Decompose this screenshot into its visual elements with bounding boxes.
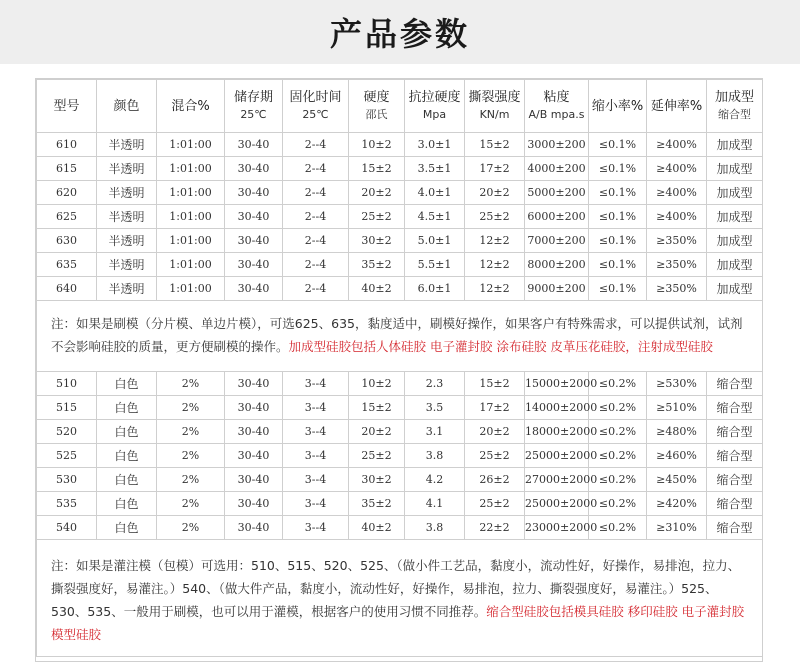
cell-mix: 1:01:00 [157, 181, 225, 205]
cell-shrinkage: ≤0.1% [589, 205, 647, 229]
cell-tensile: 4.1 [405, 492, 465, 516]
cell-elongation: ≥400% [647, 157, 707, 181]
cell-model: 615 [37, 157, 97, 181]
cell-tensile: 3.5±1 [405, 157, 465, 181]
cell-tear: 25±2 [465, 205, 525, 229]
cell-hardness: 25±2 [349, 205, 405, 229]
cell-tensile: 6.0±1 [405, 277, 465, 301]
cell-cure-time: 2--4 [283, 277, 349, 301]
cell-mix: 2% [157, 420, 225, 444]
cell-storage: 30-40 [225, 444, 283, 468]
cell-model: 610 [37, 133, 97, 157]
cell-hardness: 40±2 [349, 277, 405, 301]
cell-tear: 20±2 [465, 420, 525, 444]
cell-color: 半透明 [97, 229, 157, 253]
table-row [37, 277, 763, 301]
cell-shrinkage: ≤0.1% [589, 181, 647, 205]
cell-shrinkage: ≤0.2% [589, 516, 647, 540]
cell-shrinkage: ≤0.2% [589, 492, 647, 516]
cell-type: 加成型 [707, 229, 763, 253]
cell-model: 620 [37, 181, 97, 205]
table-row [37, 492, 763, 516]
header-cell-model: 型号 [37, 80, 97, 133]
cell-elongation: ≥400% [647, 133, 707, 157]
table-row [37, 229, 763, 253]
cell-elongation: ≥350% [647, 277, 707, 301]
cell-type: 加成型 [707, 181, 763, 205]
table-row [37, 157, 763, 181]
cell-color: 半透明 [97, 277, 157, 301]
cell-cure-time: 2--4 [283, 133, 349, 157]
table-row [37, 516, 763, 540]
table-row [37, 372, 763, 396]
table-row [37, 468, 763, 492]
cell-type: 缩合型 [707, 492, 763, 516]
cell-elongation: ≥310% [647, 516, 707, 540]
cell-storage: 30-40 [225, 205, 283, 229]
cell-mix: 1:01:00 [157, 133, 225, 157]
cell-tensile: 4.5±1 [405, 205, 465, 229]
cell-tear: 26±2 [465, 468, 525, 492]
cell-hardness: 20±2 [349, 181, 405, 205]
cell-viscosity: 25000±2000 [525, 444, 589, 468]
note-row-brush [37, 301, 763, 372]
cell-tear: 20±2 [465, 181, 525, 205]
cell-shrinkage: ≤0.2% [589, 372, 647, 396]
cell-type: 缩合型 [707, 420, 763, 444]
cell-type: 加成型 [707, 133, 763, 157]
table-row [37, 253, 763, 277]
cell-hardness: 25±2 [349, 444, 405, 468]
cell-hardness: 10±2 [349, 133, 405, 157]
cell-color: 半透明 [97, 157, 157, 181]
cell-storage: 30-40 [225, 468, 283, 492]
cell-hardness: 30±2 [349, 229, 405, 253]
cell-hardness: 15±2 [349, 157, 405, 181]
note1-body [37, 301, 763, 372]
page-title: 产品参数 [329, 15, 470, 53]
cell-cure-time: 2--4 [283, 181, 349, 205]
note2-body [37, 540, 763, 657]
cell-shrinkage: ≤0.2% [589, 444, 647, 468]
cell-elongation: ≥480% [647, 420, 707, 444]
cell-cure-time: 3--4 [283, 396, 349, 420]
cell-elongation: ≥400% [647, 205, 707, 229]
cell-tensile: 4.0±1 [405, 181, 465, 205]
cell-type: 缩合型 [707, 396, 763, 420]
cell-mix: 2% [157, 372, 225, 396]
cell-storage: 30-40 [225, 516, 283, 540]
cell-shrinkage: ≤0.1% [589, 229, 647, 253]
cell-elongation: ≥420% [647, 492, 707, 516]
cell-type: 缩合型 [707, 372, 763, 396]
cell-tear: 25±2 [465, 492, 525, 516]
cell-viscosity: 6000±200 [525, 205, 589, 229]
cell-viscosity: 14000±2000 [525, 396, 589, 420]
cell-viscosity: 23000±2000 [525, 516, 589, 540]
spec-table-frame [35, 78, 763, 662]
header-cell-hardness: 硬度 邵氏 [349, 80, 405, 133]
cell-mix: 2% [157, 492, 225, 516]
cell-cure-time: 3--4 [283, 492, 349, 516]
cell-mix: 1:01:00 [157, 205, 225, 229]
header-row [37, 80, 763, 133]
note-brush-text: 注：如果是刷模（分片模、单边片模），可选625、635，黏度适中，刷模好操作，如果客户有特殊需求，可以提供试剂，试剂不会影响硅胶的质量，更方便刷模的操作。 [51, 316, 743, 354]
cell-mix: 2% [157, 468, 225, 492]
cell-tear: 12±2 [465, 277, 525, 301]
table-row [37, 205, 763, 229]
cell-color: 白色 [97, 396, 157, 420]
cell-tensile: 3.8 [405, 516, 465, 540]
cell-storage: 30-40 [225, 372, 283, 396]
cell-hardness: 15±2 [349, 396, 405, 420]
cell-tensile: 3.1 [405, 420, 465, 444]
cell-viscosity: 25000±2000 [525, 492, 589, 516]
cell-shrinkage: ≤0.2% [589, 420, 647, 444]
note-pour-highlight: 缩合型硅胶包括模具硅胶 移印硅胶 电子灌封胶 模型硅胶 [51, 604, 745, 642]
cell-cure-time: 3--4 [283, 420, 349, 444]
cell-tensile: 2.3 [405, 372, 465, 396]
cell-tensile: 3.0±1 [405, 133, 465, 157]
cell-shrinkage: ≤0.1% [589, 157, 647, 181]
cell-model: 510 [37, 372, 97, 396]
cell-storage: 30-40 [225, 420, 283, 444]
cell-color: 白色 [97, 420, 157, 444]
cell-viscosity: 27000±2000 [525, 468, 589, 492]
cell-color: 白色 [97, 516, 157, 540]
cell-shrinkage: ≤0.1% [589, 253, 647, 277]
cell-viscosity: 15000±2000 [525, 372, 589, 396]
cell-storage: 30-40 [225, 157, 283, 181]
cell-shrinkage: ≤0.2% [589, 468, 647, 492]
header-cell-cure-time: 固化时间 25℃ [283, 80, 349, 133]
cell-model: 530 [37, 468, 97, 492]
header-cell-mix: 混合% [157, 80, 225, 133]
cell-cure-time: 2--4 [283, 253, 349, 277]
cell-storage: 30-40 [225, 253, 283, 277]
cell-type: 缩合型 [707, 444, 763, 468]
cell-hardness: 35±2 [349, 253, 405, 277]
cell-mix: 2% [157, 516, 225, 540]
cell-tensile: 5.5±1 [405, 253, 465, 277]
cell-type: 加成型 [707, 205, 763, 229]
cell-hardness: 10±2 [349, 372, 405, 396]
cell-elongation: ≥530% [647, 372, 707, 396]
cell-model: 535 [37, 492, 97, 516]
cell-mix: 1:01:00 [157, 157, 225, 181]
cell-model: 635 [37, 253, 97, 277]
header-cell-elongation: 延伸率% [647, 80, 707, 133]
header-cell-storage: 储存期 25℃ [225, 80, 283, 133]
note-brush-highlight: 加成型硅胶包括人体硅胶 电子灌封胶 涂布硅胶 皮革压花硅胶，注射成型硅胶 [288, 339, 713, 354]
cell-tear: 22±2 [465, 516, 525, 540]
cell-hardness: 40±2 [349, 516, 405, 540]
cell-cure-time: 3--4 [283, 444, 349, 468]
cell-viscosity: 18000±2000 [525, 420, 589, 444]
note-row-pour [37, 540, 763, 657]
cell-model: 540 [37, 516, 97, 540]
cell-tear: 17±2 [465, 396, 525, 420]
header-cell-viscosity: 粘度 A/B mpa.s [525, 80, 589, 133]
cell-hardness: 20±2 [349, 420, 405, 444]
group2-body [37, 372, 763, 540]
cell-model: 640 [37, 277, 97, 301]
cell-color: 半透明 [97, 181, 157, 205]
cell-storage: 30-40 [225, 181, 283, 205]
cell-viscosity: 4000±200 [525, 157, 589, 181]
cell-viscosity: 3000±200 [525, 133, 589, 157]
cell-elongation: ≥510% [647, 396, 707, 420]
table-row [37, 420, 763, 444]
header-cell-tear: 撕裂强度 KN/m [465, 80, 525, 133]
cell-type: 缩合型 [707, 516, 763, 540]
cell-cure-time: 3--4 [283, 468, 349, 492]
cell-viscosity: 8000±200 [525, 253, 589, 277]
header-cell-tensile: 抗拉硬度 Mpa [405, 80, 465, 133]
cell-color: 白色 [97, 372, 157, 396]
cell-color: 白色 [97, 444, 157, 468]
note-pour-text: 注：如果是灌注模（包模）可选用：510、515、520、525、（做小件工艺品，黏度小，流动性好，好操作，易排泡，拉力、撕裂强度好，易灌注。）540、（做大件产品，黏度小，流动性好，好操作，易排泡，拉力、撕裂强度好，易灌注。）525、530、535、一般用于刷模，也可以用于灌模，根据客户的使用习惯不同推荐。 [51, 558, 741, 619]
cell-viscosity: 5000±200 [525, 181, 589, 205]
cell-model: 630 [37, 229, 97, 253]
table-row [37, 133, 763, 157]
cell-mix: 2% [157, 396, 225, 420]
cell-storage: 30-40 [225, 277, 283, 301]
note-cell-brush [37, 301, 763, 372]
cell-type: 加成型 [707, 277, 763, 301]
cell-color: 白色 [97, 468, 157, 492]
cell-storage: 30-40 [225, 133, 283, 157]
cell-type: 加成型 [707, 253, 763, 277]
group1-body [37, 133, 763, 301]
cell-type: 缩合型 [707, 468, 763, 492]
cell-shrinkage: ≤0.2% [589, 396, 647, 420]
header-cell-shrinkage: 缩小率% [589, 80, 647, 133]
cell-mix: 1:01:00 [157, 253, 225, 277]
cell-color: 白色 [97, 492, 157, 516]
cell-tensile: 3.8 [405, 444, 465, 468]
cell-elongation: ≥350% [647, 253, 707, 277]
cell-tensile: 3.5 [405, 396, 465, 420]
cell-cure-time: 2--4 [283, 205, 349, 229]
cell-tear: 12±2 [465, 229, 525, 253]
table-row [37, 444, 763, 468]
cell-color: 半透明 [97, 133, 157, 157]
cell-cure-time: 3--4 [283, 372, 349, 396]
cell-elongation: ≥350% [647, 229, 707, 253]
cell-elongation: ≥400% [647, 181, 707, 205]
table-row [37, 396, 763, 420]
cell-elongation: ≥450% [647, 468, 707, 492]
cell-hardness: 30±2 [349, 468, 405, 492]
cell-viscosity: 7000±200 [525, 229, 589, 253]
cell-tear: 15±2 [465, 372, 525, 396]
cell-model: 625 [37, 205, 97, 229]
cell-type: 加成型 [707, 157, 763, 181]
spec-table [36, 79, 763, 657]
table-row [37, 181, 763, 205]
cell-storage: 30-40 [225, 229, 283, 253]
cell-mix: 2% [157, 444, 225, 468]
cell-tensile: 4.2 [405, 468, 465, 492]
header-cell-color: 颜色 [97, 80, 157, 133]
cell-model: 520 [37, 420, 97, 444]
note-cell-pour [37, 540, 763, 657]
title-banner [0, 0, 800, 64]
cell-tear: 17±2 [465, 157, 525, 181]
cell-model: 525 [37, 444, 97, 468]
header-cell-type: 加成型 缩合型 [707, 80, 763, 133]
cell-cure-time: 3--4 [283, 516, 349, 540]
cell-tear: 12±2 [465, 253, 525, 277]
cell-mix: 1:01:00 [157, 229, 225, 253]
cell-elongation: ≥460% [647, 444, 707, 468]
cell-color: 半透明 [97, 205, 157, 229]
cell-viscosity: 9000±200 [525, 277, 589, 301]
cell-model: 515 [37, 396, 97, 420]
cell-tensile: 5.0±1 [405, 229, 465, 253]
cell-cure-time: 2--4 [283, 157, 349, 181]
cell-tear: 25±2 [465, 444, 525, 468]
cell-storage: 30-40 [225, 492, 283, 516]
cell-mix: 1:01:00 [157, 277, 225, 301]
cell-hardness: 35±2 [349, 492, 405, 516]
cell-tear: 15±2 [465, 133, 525, 157]
cell-cure-time: 2--4 [283, 229, 349, 253]
cell-storage: 30-40 [225, 396, 283, 420]
cell-shrinkage: ≤0.1% [589, 277, 647, 301]
cell-color: 半透明 [97, 253, 157, 277]
cell-shrinkage: ≤0.1% [589, 133, 647, 157]
